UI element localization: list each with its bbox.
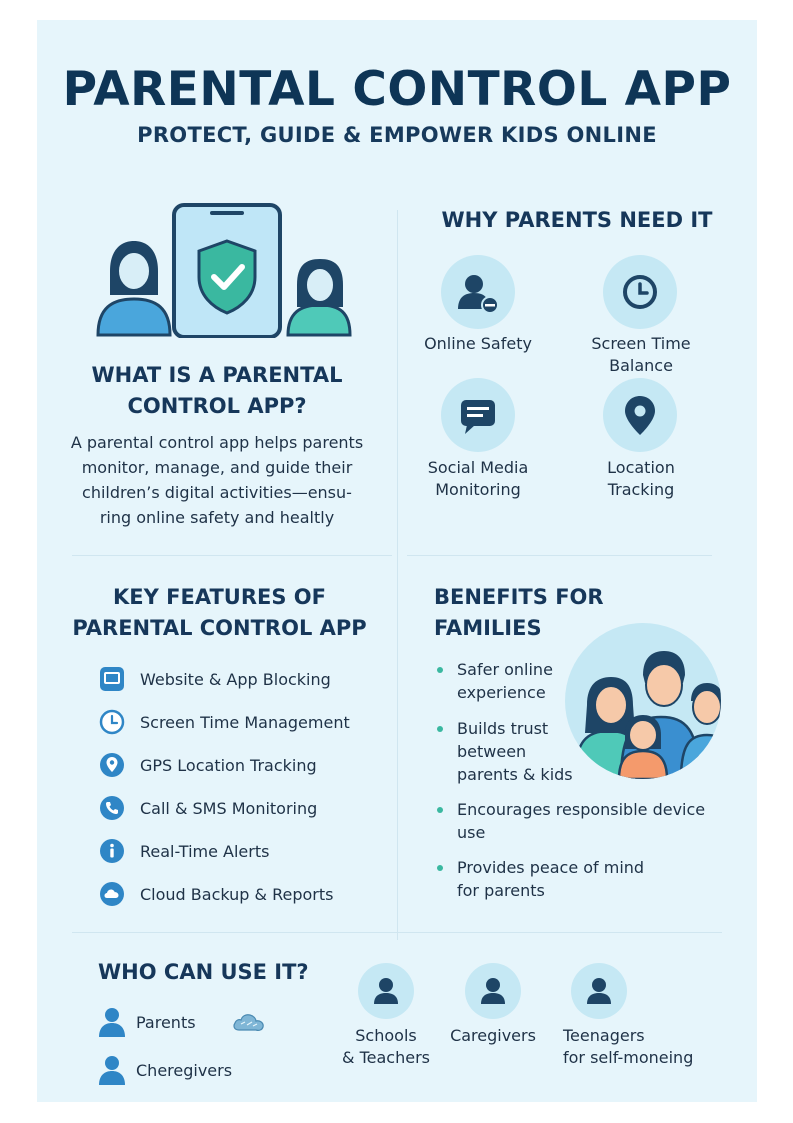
location-pin-icon (603, 378, 677, 452)
what-is-description: A parental control app helps parents monitor, manage, and guide their children’s digital activities—ensu- ring online safety and healtly (70, 433, 364, 527)
person-icon (98, 1007, 126, 1037)
what-is-heading: WHAT IS A PARENTAL CONTROL APP? (91, 363, 343, 418)
location-pin-icon (99, 752, 125, 778)
person-icon (98, 1055, 126, 1085)
vertical-divider (397, 210, 398, 940)
benefits-heading: BENEFITS FOR FAMILIES (434, 585, 604, 640)
clock-icon (603, 255, 677, 329)
features-heading: KEY FEATURES OF PARENTAL CONTROL APP (72, 585, 367, 640)
screen-time-icon-circle (603, 255, 677, 329)
monitor-icon (99, 666, 125, 692)
hero-illustration (92, 203, 352, 338)
page-title: PARENTAL CONTROL APP (62, 62, 732, 117)
why-need-heading: WHY PARENTS NEED IT (441, 208, 713, 232)
divider-left (72, 555, 392, 556)
schools-icon-circle (358, 963, 414, 1019)
poster (37, 20, 757, 1102)
feature-item: Cloud Backup & Reports (99, 879, 333, 909)
who-group-caregivers: Caregivers (450, 1026, 536, 1045)
info-icon (99, 838, 125, 864)
clock-icon (99, 709, 125, 735)
why-item-screen-time: Screen Time Balance (591, 334, 691, 375)
benefit-item: Builds trust between parents & kids (437, 717, 582, 786)
who-list-item: Cheregivers (98, 1055, 232, 1085)
cloud-doodle-icon (231, 1010, 267, 1036)
feature-item: Real-Time Alerts (99, 836, 269, 866)
who-heading: WHO CAN USE IT? (98, 960, 309, 984)
divider-bottom (72, 932, 722, 933)
family-illustration (565, 623, 721, 779)
why-item-social-media: Social Media Monitoring (427, 458, 529, 499)
online-safety-icon-circle (441, 255, 515, 329)
chat-bubble-icon (441, 378, 515, 452)
person-icon (571, 963, 627, 1019)
social-media-icon-circle (441, 378, 515, 452)
feature-item: GPS Location Tracking (99, 750, 317, 780)
teenagers-icon-circle (571, 963, 627, 1019)
caregivers-icon-circle (465, 963, 521, 1019)
benefit-item: Provides peace of mind for parents (437, 856, 747, 902)
why-item-location: Location Tracking (607, 458, 675, 499)
cloud-icon (99, 881, 125, 907)
feature-item: Call & SMS Monitoring (99, 793, 317, 823)
feature-item: Website & App Blocking (99, 664, 331, 694)
person-icon (358, 963, 414, 1019)
phone-icon (99, 795, 125, 821)
who-group-teenagers: Teenagers for self-moneing (563, 1026, 694, 1067)
feature-item: Screen Time Management (99, 707, 350, 737)
benefit-item: Encourages responsible device use (437, 798, 747, 844)
person-icon (465, 963, 521, 1019)
page-subtitle: PROTECT, GUIDE & EMPOWER KIDS ONLINE (137, 123, 657, 147)
who-list-item: Parents (98, 1007, 196, 1037)
benefit-item: Safer online experience (437, 658, 582, 704)
divider-right (407, 555, 712, 556)
person-minus-icon (441, 255, 515, 329)
why-item-online-safety: Online Safety (424, 334, 532, 353)
location-icon-circle (603, 378, 677, 452)
who-group-schools: Schools & Teachers (342, 1026, 430, 1067)
